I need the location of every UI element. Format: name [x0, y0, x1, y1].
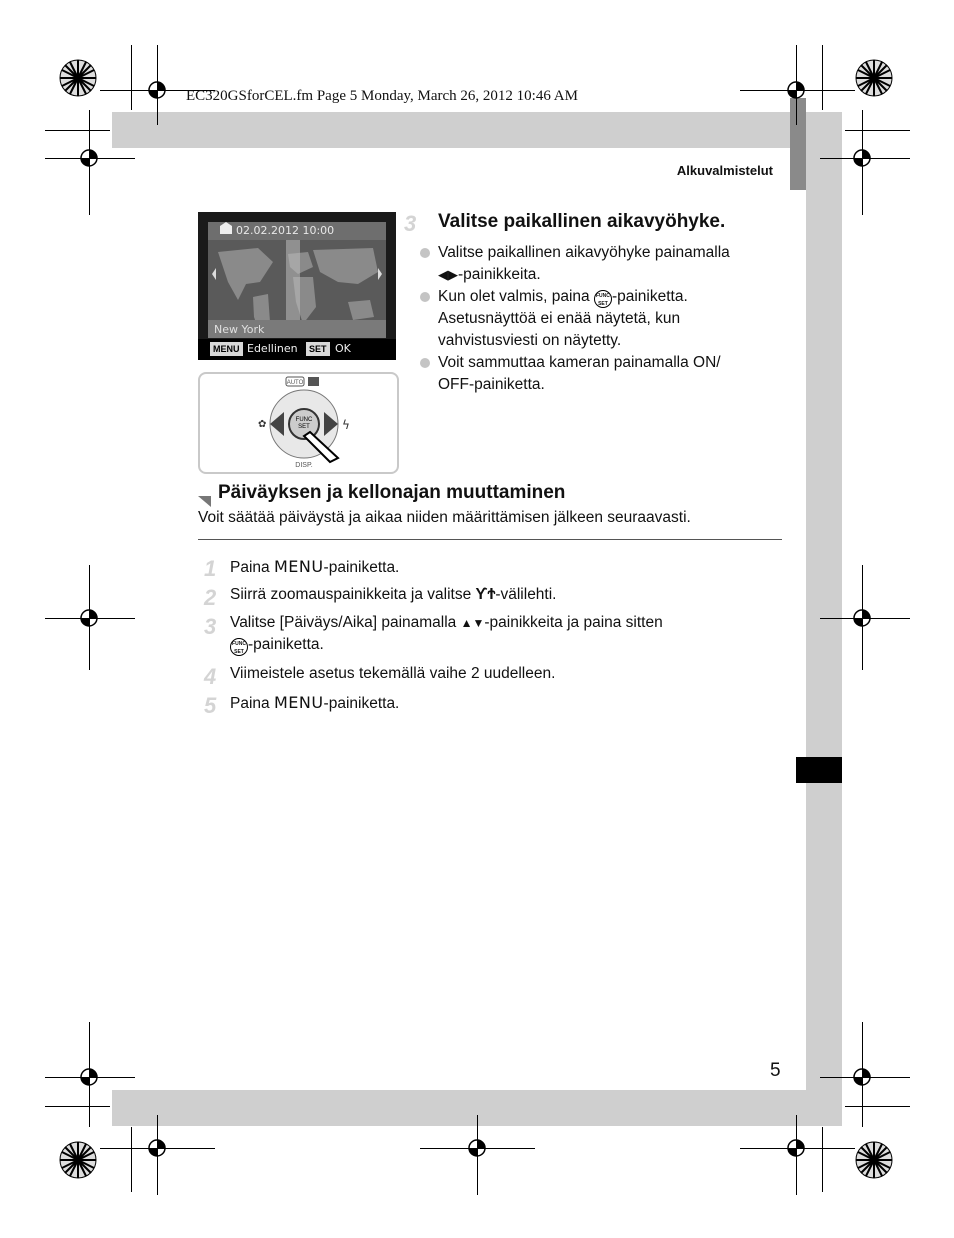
bullet-dot-icon	[420, 248, 430, 258]
registration-target-icon	[785, 79, 807, 101]
bullet-text: Voit sammuttaa kameran painamalla ON/	[438, 354, 721, 371]
bullet-text: OFF-painiketta.	[438, 376, 545, 393]
up-down-arrows-icon: ▲▼	[460, 616, 485, 630]
registration-target-icon	[146, 1137, 168, 1159]
registration-target-icon	[851, 607, 873, 629]
crop-mark	[845, 1106, 910, 1107]
star-target-icon	[854, 58, 894, 98]
star-target-icon	[58, 1140, 98, 1180]
control-dial-icon	[200, 374, 397, 472]
step-item: Viimeistele asetus tekemällä vaihe 2 uudelleen.	[230, 665, 556, 682]
section-intro: Voit säätää päiväystä ja aikaa niiden määrittämisen jälkeen seuraavasti.	[198, 509, 691, 526]
step-number: 2	[204, 585, 217, 610]
star-target-icon	[58, 58, 98, 98]
set-badge: SET	[306, 342, 330, 356]
left-right-arrows-icon: ◀▶	[438, 267, 458, 282]
star-target-icon	[854, 1140, 894, 1180]
tools-tab-icon: ϒϮ	[475, 586, 496, 603]
bullet-text: Valitse paikallinen aikavyöhyke painamalla	[438, 244, 730, 261]
svg-text:✿: ✿	[258, 419, 267, 430]
section-name: Alkuvalmistelut	[676, 163, 773, 178]
step-number: 3	[404, 211, 417, 236]
bullet-text: -painikkeita.	[458, 266, 541, 283]
screen-city: New York	[214, 323, 265, 336]
step-number: 1	[204, 556, 217, 581]
bullet-dot-icon	[420, 358, 430, 368]
screen-footer	[198, 339, 396, 360]
crop-mark	[45, 1106, 110, 1107]
registration-target-icon	[78, 607, 100, 629]
section-thumb-tab	[790, 98, 806, 190]
crop-mark	[131, 45, 132, 110]
step-number: 4	[204, 664, 217, 689]
section-marker-icon	[198, 496, 211, 507]
auto-label: AUTO	[286, 380, 304, 386]
crop-mark	[822, 45, 823, 110]
crop-mark	[822, 1127, 823, 1192]
bullet-dot-icon	[420, 292, 430, 302]
step-number: 5	[204, 693, 217, 718]
control-dial-illustration	[198, 372, 399, 474]
divider	[198, 539, 782, 540]
chapter-black-tab	[796, 757, 842, 783]
registration-target-icon	[785, 1137, 807, 1159]
registration-target-icon	[851, 147, 873, 169]
crop-mark	[131, 1127, 132, 1192]
page-number: 5	[770, 1060, 781, 1081]
step-number: 3	[204, 614, 217, 639]
svg-text:ϟ: ϟ	[342, 418, 350, 432]
menu-text: Edellinen	[247, 342, 298, 355]
set-label: SET	[298, 424, 310, 430]
bullet-text: vahvistusviesti on näytetty.	[438, 332, 622, 349]
menu-badge: MENU	[210, 342, 243, 356]
crop-mark	[845, 130, 910, 131]
bullet-text: Asetusnäyttöä ei enää näytetä, kun	[438, 310, 681, 327]
bullet-text: -painiketta.	[611, 288, 688, 305]
registration-target-icon	[466, 1137, 488, 1159]
right-gray-band	[806, 112, 842, 1126]
menu-button-icon: MENU	[273, 693, 324, 712]
step-heading: Valitse paikallinen aikavyöhyke.	[438, 211, 726, 232]
step-item: Paina MENU-painiketta.	[230, 693, 400, 712]
func-set-button-icon: FUNC SET	[594, 290, 612, 308]
screen-datetime: 02.02.2012 10:00	[236, 224, 335, 237]
step-item: Paina MENU-painiketta.	[230, 557, 400, 576]
set-text: OK	[335, 342, 351, 355]
section-heading: Päiväyksen ja kellonajan muuttaminen	[218, 482, 566, 503]
step-item: Siirrä zoomauspainikkeita ja valitse ϒϮ-välilehti.	[230, 586, 557, 603]
step-item: Valitse [Päiväys/Aika] painamalla ▲▼-painikkeita ja paina sitten FUNC SET -painiketta.	[230, 614, 663, 655]
camera-screen-image	[198, 212, 396, 360]
registration-target-icon	[78, 147, 100, 169]
crop-mark	[45, 130, 110, 131]
menu-button-icon: MENU	[273, 557, 324, 576]
func-label: FUNC	[295, 417, 313, 423]
top-gray-band	[112, 112, 808, 148]
registration-target-icon	[146, 79, 168, 101]
bullet-text: Kun olet valmis, paina	[438, 288, 594, 305]
func-set-button-icon: FUNC SET	[230, 638, 248, 656]
registration-target-icon	[851, 1066, 873, 1088]
disp-label: DISP.	[295, 462, 313, 469]
registration-target-icon	[78, 1066, 100, 1088]
print-slug: EC320GSforCEL.fm Page 5 Monday, March 26, 2012 10:46 AM	[186, 88, 578, 104]
